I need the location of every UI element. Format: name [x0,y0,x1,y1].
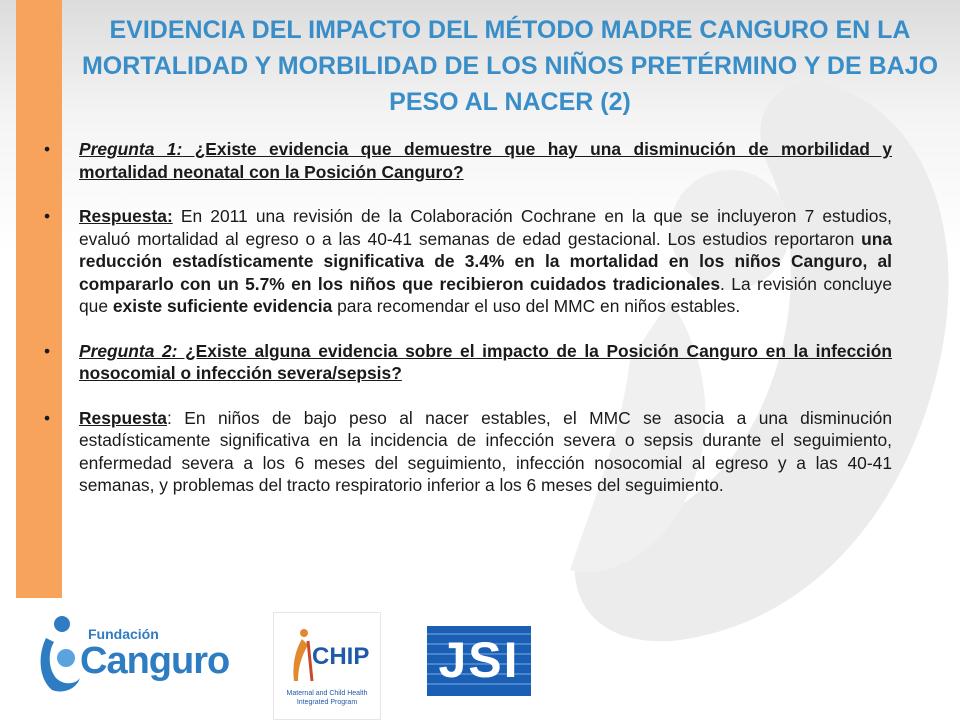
bullet-question-1 [44,138,892,183]
bullet-list [44,138,892,497]
logo-strip [0,600,960,720]
question-1-label: Pregunta 1: [79,139,183,159]
answer-1-text-c: para recomendar el uso del MMC en niños estables. [332,296,741,316]
question-1-text: ¿Existe evidencia que demuestre que hay una disminución de morbilidad y mortalidad neonatal con la Posición Canguro? [79,139,892,182]
answer-1-evidence: existe suficiente evidencia [112,296,333,316]
bullet-answer-1 [44,205,892,318]
kangaroo-mother-icon [36,614,84,694]
question-2-text: ¿Existe alguna evidencia sobre el impacto de la Posición Canguro en la infección nosocomial o infección severa/sepsis? [79,340,893,383]
answer-1-label: Respuesta: [79,206,173,226]
slide-title: EVIDENCIA DEL IMPACTO DEL MÉTODO MADRE CANGURO EN LA MORTALIDAD Y MORBILIDAD DE LOS NIÑOS PRETÉRMINO Y DE BAJO PESO AL NACER (2) [81,16,939,116]
canguro-label: Canguro [80,640,230,682]
fundacion-label: Fundación [88,626,159,642]
bullet-dot-icon: • [44,407,51,428]
bullet-dot-icon: • [44,340,51,361]
chip-subtitle: Maternal and Child Health Integrated Program [286,690,368,706]
bullet-dot-icon: • [44,206,51,226]
answer-1-text-b: . La revisión concluye que [79,273,892,316]
bullet-dot-icon: • [44,139,51,159]
answer-2-text: : En niños de bajo peso al nacer estables, el MMC se asocia a una disminución estadísticamente significativa en la incidencia de infección severa o sepsis durante el seguimiento, enfermedad severa a los 6 meses del seguimiento, infección nosocomial al egreso y a las 40-41 semanas, y problemas del tracto respiratorio inferior a los 6 meses del seguimiento. [79,407,892,495]
jsi-label: JSI [438,632,520,688]
mchip-logo [273,612,381,720]
answer-1-highlight: una reducción estadísticamente significativa de 3.4% en la mortalidad en los niños Canguro, al compararlo con un 5.7% en los niños que recibieron cuidados tradicionales [79,228,892,294]
answer-1-text-a: En 2011 una revisión de la Colaboración Cochrane en la que se incluyeron 7 estudios, evaluó mortalidad al egreso o a las 40-41 semanas de edad gestacional. Los estudios reportaron [79,206,892,249]
chip-label: CHIP [312,643,370,670]
question-2-label: Pregunta 2: [79,340,178,361]
bullet-answer-2 [44,407,892,497]
jsi-logo [427,626,531,696]
answer-2-label: Respuesta [79,407,167,428]
bullet-question-2 [44,340,892,385]
fundacion-canguro-logo [36,614,236,694]
